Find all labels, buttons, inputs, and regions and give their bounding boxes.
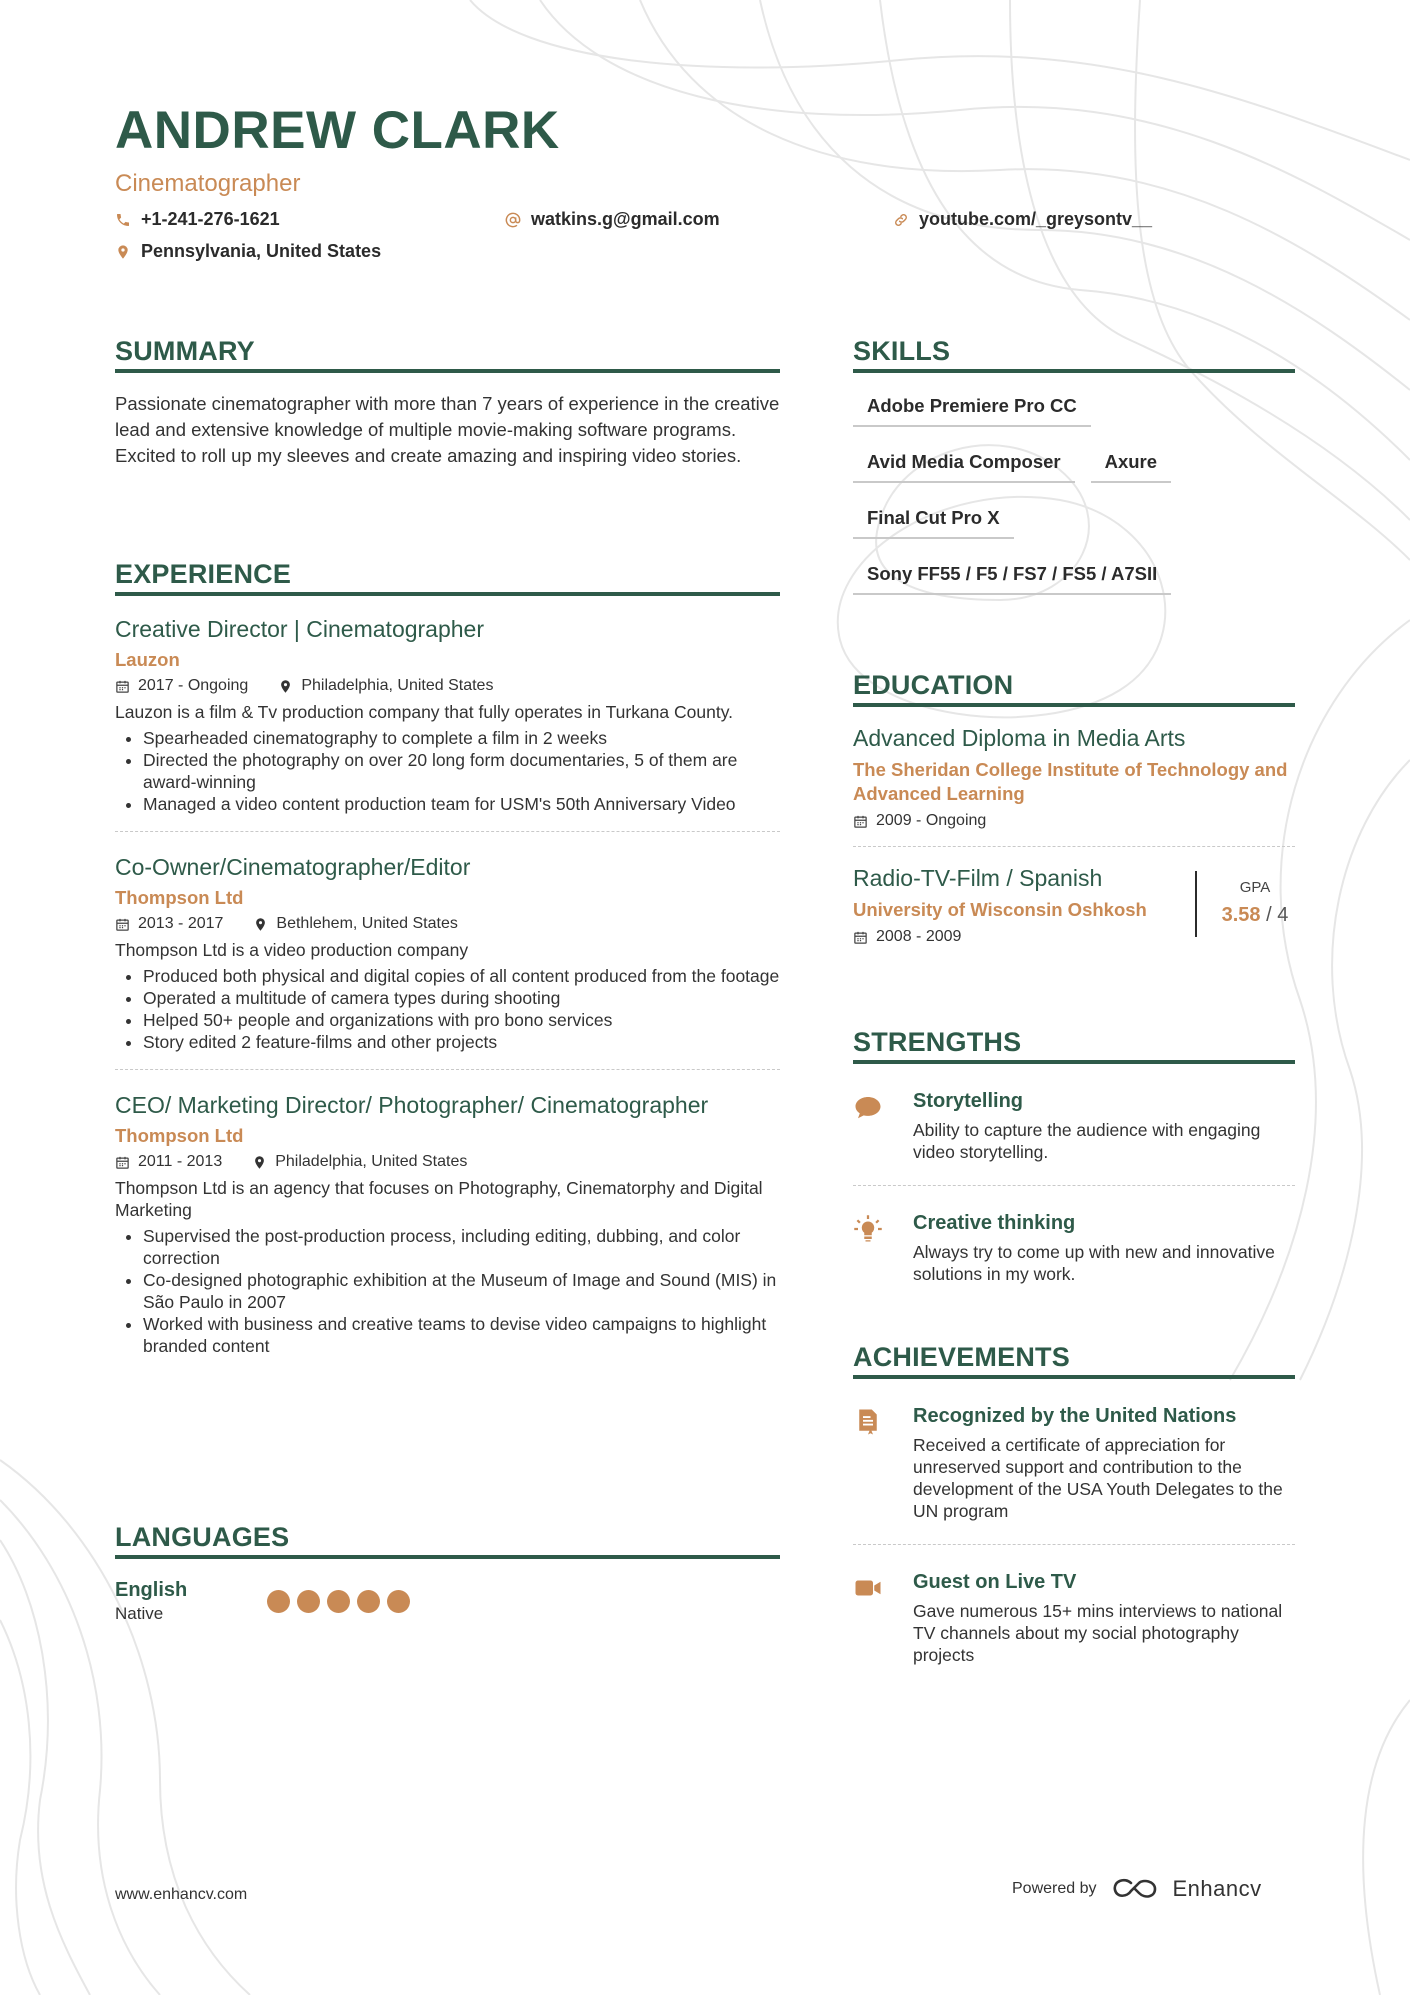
experience-title: EXPERIENCE	[115, 559, 780, 596]
strength-item	[853, 1186, 1295, 1307]
job-bullet: • Worked with business and creative teams to devise video campaigns to highlight branded content	[143, 1313, 780, 1357]
summary-title: SUMMARY	[115, 336, 780, 373]
language-level: Native	[115, 1604, 164, 1623]
job-description: Thompson Ltd is a video production company	[115, 940, 469, 960]
languages-title: LANGUAGES	[115, 1522, 780, 1559]
degree-title: Radio-TV-Film / Spanish	[853, 865, 1103, 891]
calendar-icon	[853, 930, 868, 945]
job-date: 2011 - 2013	[138, 1153, 223, 1170]
job-bullet: • Helped 50+ people and organizations with pro bono services	[143, 1009, 780, 1031]
skill-tag: Sony FF55 / F5 / FS7 / FS5 / A7SII	[853, 561, 1171, 595]
calendar-icon	[853, 814, 868, 829]
rating-dot	[387, 1590, 410, 1613]
gpa-score: 3.58	[1221, 904, 1261, 926]
job-description: Lauzon is a film & Tv production company that fully operates in Turkana County.	[115, 702, 734, 722]
achievement-description: Received a certificate of appreciation for unreserved support and contribution to the development of the USA Youth Delegates to the UN program	[913, 1435, 1283, 1521]
experience-item	[115, 1070, 780, 1373]
strength-description: Always try to come up with new and innovative solutions in my work.	[913, 1242, 1275, 1284]
footer-website[interactable]: www.enhancv.com	[115, 1886, 248, 1903]
contact-location	[115, 241, 381, 262]
skills-title: SKILLS	[853, 336, 1295, 373]
summary-section	[115, 336, 780, 469]
achievement-description: Gave numerous 15+ mins interviews to national TV channels about my social photography projects	[913, 1601, 1283, 1665]
skill-tag: Final Cut Pro X	[853, 505, 1014, 539]
strength-description: Ability to capture the audience with engaging video storytelling.	[913, 1120, 1261, 1162]
candidate-role: Cinematographer	[115, 170, 301, 197]
map-pin-icon	[278, 679, 293, 694]
gpa-box	[1195, 871, 1295, 937]
education-item	[853, 847, 1295, 962]
powered-by-text: Powered by	[1012, 1880, 1097, 1897]
school-name: The Sheridan College Institute of Technology and Advanced Learning	[853, 759, 1288, 804]
education-item	[853, 707, 1295, 847]
experience-section	[115, 559, 780, 1373]
map-pin-icon	[252, 1155, 267, 1170]
skills-section	[853, 336, 1295, 617]
job-bullet: • Operated a multitude of camera types during shooting	[143, 987, 780, 1009]
candidate-name: ANDREW CLARK	[115, 101, 560, 160]
calendar-icon	[115, 679, 130, 694]
link-icon	[893, 212, 909, 228]
calendar-icon	[115, 917, 130, 932]
job-bullet: • Co-designed photographic exhibition at the Museum of Image and Sound (MIS) in São Paulo in 2007	[143, 1269, 780, 1313]
speech-bubble-icon	[853, 1092, 883, 1122]
strengths-title: STRENGTHS	[853, 1027, 1295, 1064]
job-bullets	[115, 727, 780, 815]
job-bullet: • Directed the photography on over 20 long form documentaries, 5 of them are award-winning	[143, 749, 780, 793]
lightbulb-icon	[853, 1214, 883, 1244]
skill-tag: Avid Media Composer	[853, 449, 1075, 483]
job-date: 2013 - 2017	[138, 915, 224, 932]
language-rating	[267, 1590, 410, 1613]
calendar-icon	[115, 1155, 130, 1170]
job-bullets	[115, 965, 780, 1053]
job-location: Philadelphia, United States	[301, 677, 494, 694]
job-bullet: • Produced both physical and digital copies of all content produced from the footage	[143, 965, 780, 987]
rating-dot	[297, 1590, 320, 1613]
strength-title: Storytelling	[913, 1090, 1024, 1112]
contact-phone[interactable]	[115, 209, 280, 230]
job-title: Creative Director | Cinematographer	[115, 616, 485, 642]
education-date: 2008 - 2009	[876, 928, 962, 945]
achievement-title: Guest on Live TV	[913, 1571, 1077, 1593]
phone-icon	[115, 212, 131, 228]
achievement-title: Recognized by the United Nations	[913, 1405, 1237, 1427]
job-bullet: • Managed a video content production team for USM's 50th Anniversary Video	[143, 793, 780, 815]
rating-dot	[267, 1590, 290, 1613]
job-bullet: • Spearheaded cinematography to complete a film in 2 weeks	[143, 727, 780, 749]
gpa-max: 4	[1277, 904, 1289, 926]
strengths-section	[853, 1027, 1295, 1307]
achievement-item	[853, 1379, 1295, 1545]
job-title: CEO/ Marketing Director/ Photographer/ Cinematographer	[115, 1092, 709, 1118]
language-name: English	[115, 1579, 188, 1601]
certificate-icon	[853, 1407, 883, 1437]
summary-text: Passionate cinematographer with more than 7 years of experience in the creative lead and extensive knowledge of multiple movie-making software programs. Excited to roll up my sleeves and create amazing and inspiring video stories.	[115, 393, 780, 466]
achievements-section	[853, 1342, 1295, 1688]
job-title: Co-Owner/Cinematographer/Editor	[115, 854, 471, 880]
achievements-title: ACHIEVEMENTS	[853, 1342, 1295, 1379]
strength-item	[853, 1064, 1295, 1186]
education-title: EDUCATION	[853, 670, 1295, 707]
company-name: Thompson Ltd	[115, 1125, 244, 1146]
job-location: Philadelphia, United States	[275, 1153, 468, 1170]
gpa-label: GPA	[1239, 879, 1271, 896]
experience-item	[115, 832, 780, 1070]
rating-dot	[327, 1590, 350, 1613]
languages-section	[115, 1522, 780, 1624]
contact-link[interactable]	[893, 209, 1152, 230]
gpa-value: 3.58 / 4	[1221, 904, 1289, 926]
brand-name: Enhancv	[1172, 1876, 1262, 1901]
job-meta	[115, 677, 780, 695]
education-date-row	[853, 928, 1147, 946]
school-name: University of Wisconsin Oshkosh	[853, 899, 1147, 920]
map-pin-icon	[115, 244, 131, 260]
job-bullet: • Story edited 2 feature-films and other projects	[143, 1031, 780, 1053]
enhancv-logo-icon	[1111, 1877, 1159, 1901]
skill-tag: Axure	[1091, 449, 1171, 483]
education-section	[853, 670, 1295, 962]
job-meta	[115, 915, 780, 933]
job-bullet: • Supervised the post-production process, including editing, dubbing, and color correction	[143, 1225, 780, 1269]
rating-dot	[357, 1590, 380, 1613]
company-name: Thompson Ltd	[115, 887, 244, 908]
footer-branding[interactable]	[1012, 1876, 1262, 1902]
education-date: 2009 - Ongoing	[876, 812, 987, 829]
job-description: Thompson Ltd is an agency that focuses on Photography, Cinematorphy and Digital Marketing	[115, 1178, 763, 1220]
job-meta	[115, 1153, 780, 1171]
skills-list	[853, 393, 1295, 595]
job-bullets	[115, 1225, 780, 1357]
experience-item	[115, 596, 780, 832]
language-item	[115, 1579, 780, 1624]
education-date-row	[853, 812, 1295, 830]
map-pin-icon	[253, 917, 268, 932]
degree-title: Advanced Diploma in Media Arts	[853, 725, 1186, 751]
strength-title: Creative thinking	[913, 1212, 1076, 1234]
company-name: Lauzon	[115, 649, 180, 670]
job-date: 2017 - Ongoing	[138, 677, 249, 694]
link-text: youtube.com/_greysontv__	[919, 209, 1153, 229]
email-text: watkins.g@gmail.com	[531, 209, 720, 229]
skill-tag: Adobe Premiere Pro CC	[853, 393, 1091, 427]
video-camera-icon	[853, 1573, 883, 1603]
contact-email[interactable]	[505, 209, 720, 230]
location-text: Pennsylvania, United States	[141, 241, 382, 261]
job-location: Bethlehem, United States	[276, 915, 458, 932]
at-sign-icon	[505, 212, 521, 228]
achievement-item	[853, 1545, 1295, 1688]
phone-text: +1-241-276-1621	[141, 209, 280, 229]
